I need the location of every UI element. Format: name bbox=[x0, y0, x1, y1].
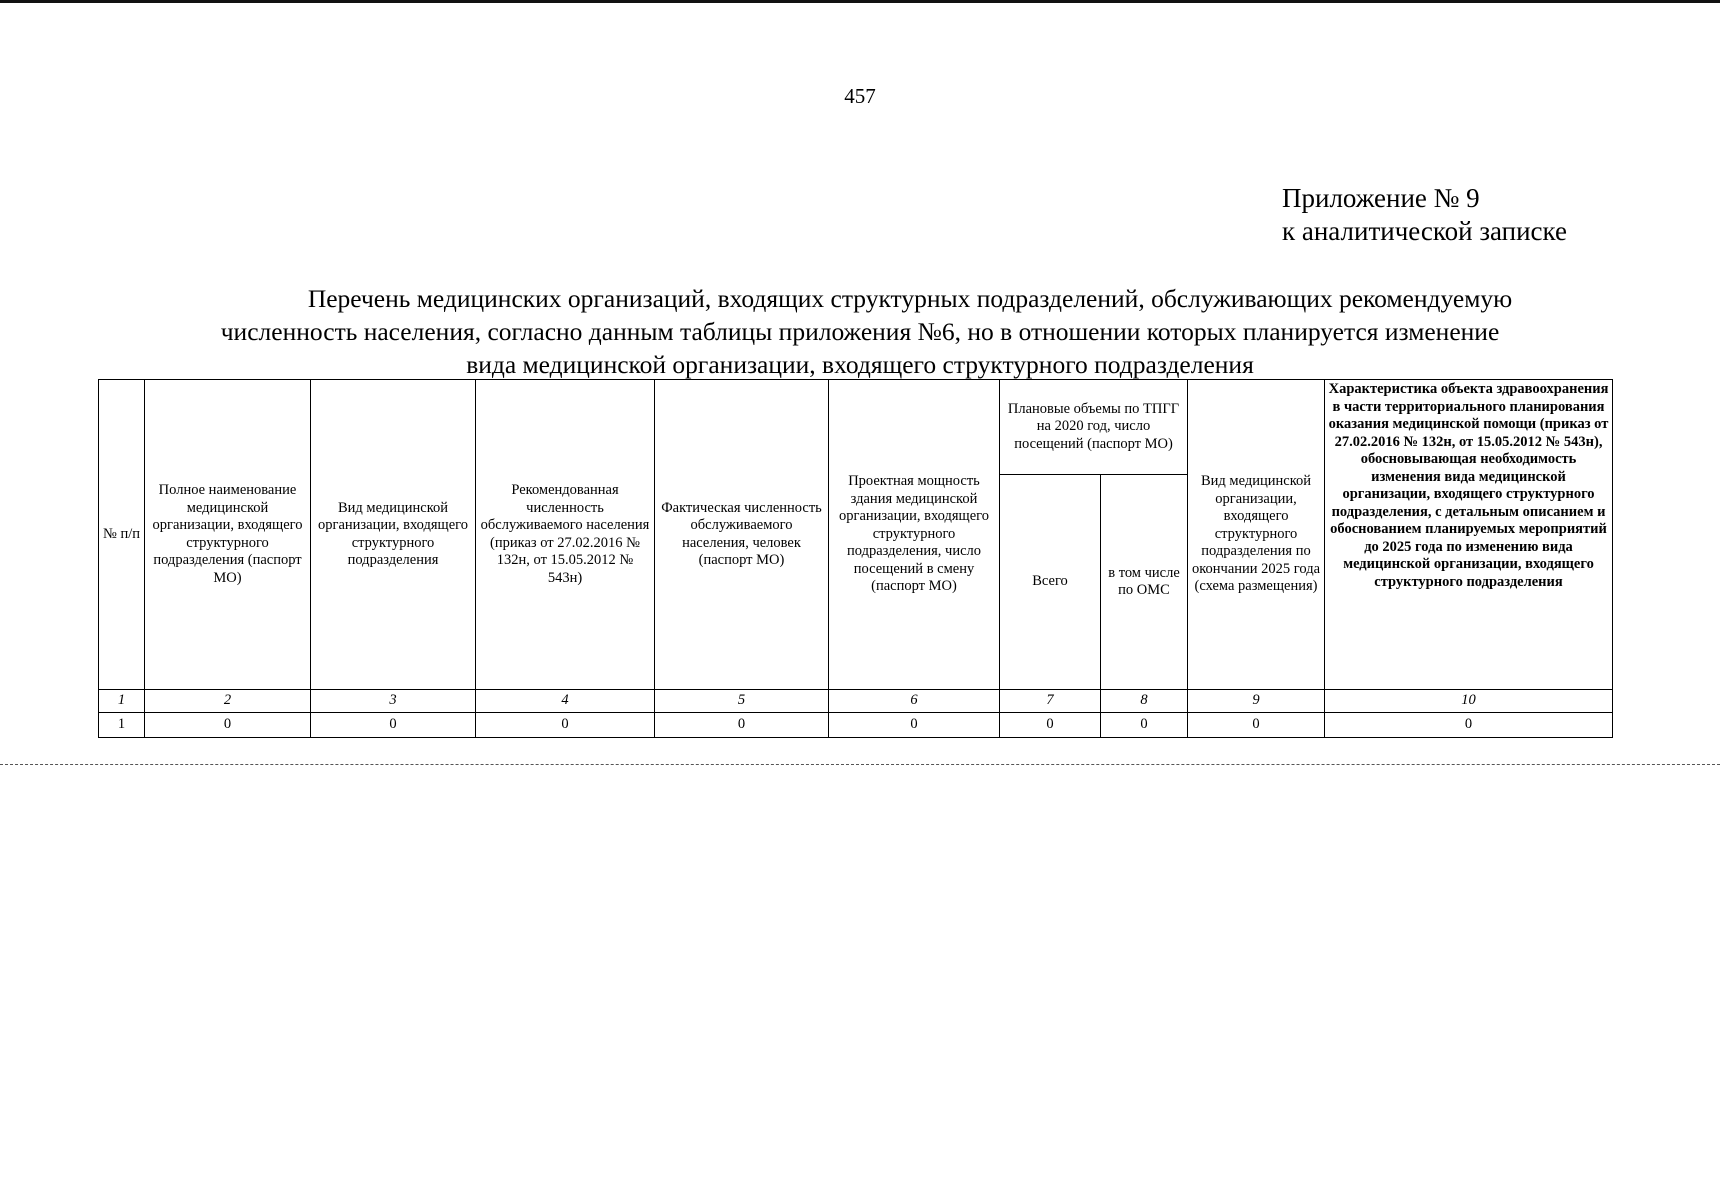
table-cell: 0 bbox=[829, 713, 1000, 738]
table-cell: 1 bbox=[99, 713, 145, 738]
table-cell: 0 bbox=[1325, 713, 1613, 738]
header-recommended-population: Рекомендованная численность обслуживаемого населения (приказ от 27.02.2016 № 132н, от 15.05.2012 № 543н) bbox=[476, 380, 655, 690]
page-number: 457 bbox=[844, 84, 876, 108]
table-cell: 0 bbox=[476, 713, 655, 738]
column-number-row bbox=[99, 690, 1613, 713]
header-actual-population: Фактическая численность обслуживаемого населения, человек (паспорт МО) bbox=[655, 380, 829, 690]
header-full-name: Полное наименование медицинской организации, входящего структурного подразделения (паспорт МО) bbox=[145, 380, 311, 690]
table-row bbox=[99, 713, 1613, 738]
table-cell: 0 bbox=[655, 713, 829, 738]
page-divider bbox=[0, 764, 1720, 765]
table-cell: 0 bbox=[311, 713, 476, 738]
table-cell: 0 bbox=[1188, 713, 1325, 738]
column-number: 10 bbox=[1325, 690, 1613, 713]
appendix-line-2: к аналитической записке bbox=[1282, 216, 1567, 246]
title-line-2: численность населения, согласно данным таблицы приложения №6, но в отношении которых планируется изменение bbox=[220, 317, 1500, 346]
column-number: 8 bbox=[1101, 690, 1188, 713]
appendix-line-1: Приложение № 9 bbox=[1282, 183, 1480, 213]
header-number: № п/п bbox=[99, 380, 145, 690]
column-number: 6 bbox=[829, 690, 1000, 713]
column-number: 9 bbox=[1188, 690, 1325, 713]
top-border bbox=[0, 0, 1720, 3]
header-row-1 bbox=[99, 380, 1613, 475]
header-org-type-2025: Вид медицинской организации, входящего структурного подразделения по окончании 2025 года (схема размещения) bbox=[1188, 380, 1325, 690]
title-line-1: Перечень медицинских организаций, входящих структурных подразделений, обслуживающих рекомендуемую bbox=[307, 284, 1513, 313]
header-oms: в том числе по ОМС bbox=[1101, 475, 1188, 690]
table-cell: 0 bbox=[145, 713, 311, 738]
column-number: 1 bbox=[99, 690, 145, 713]
header-planned-volumes: Плановые объемы по ТПГГ на 2020 год, число посещений (паспорт МО) bbox=[1000, 380, 1188, 475]
column-number: 2 bbox=[145, 690, 311, 713]
organizations-table bbox=[98, 379, 1613, 738]
header-org-type: Вид медицинской организации, входящего структурного подразделения bbox=[311, 380, 476, 690]
header-total: Всего bbox=[1000, 475, 1101, 690]
header-characteristic: Характеристика объекта здравоохранения в части территориального планирования оказания медицинской помощи (приказ от 27.02.2016 № 132н, от 15.05.2012 № 543н), обосновывающая необходимость изменения вида медицинской организации, входящего структурного подразделения, с детальным описанием и обоснованием планируемых мероприятий до 2025 года по изменению вида медицинской организации, входящего структурного подразделения bbox=[1325, 380, 1613, 690]
column-number: 3 bbox=[311, 690, 476, 713]
appendix-heading bbox=[1282, 182, 1567, 248]
column-number: 4 bbox=[476, 690, 655, 713]
document-title bbox=[120, 282, 1600, 381]
title-line-3: вида медицинской организации, входящего структурного подразделения bbox=[466, 350, 1254, 379]
header-design-capacity: Проектная мощность здания медицинской организации, входящего структурного подразделения, число посещений в смену (паспорт МО) bbox=[829, 380, 1000, 690]
table-cell: 0 bbox=[1101, 713, 1188, 738]
column-number: 5 bbox=[655, 690, 829, 713]
column-number: 7 bbox=[1000, 690, 1101, 713]
table-cell: 0 bbox=[1000, 713, 1101, 738]
